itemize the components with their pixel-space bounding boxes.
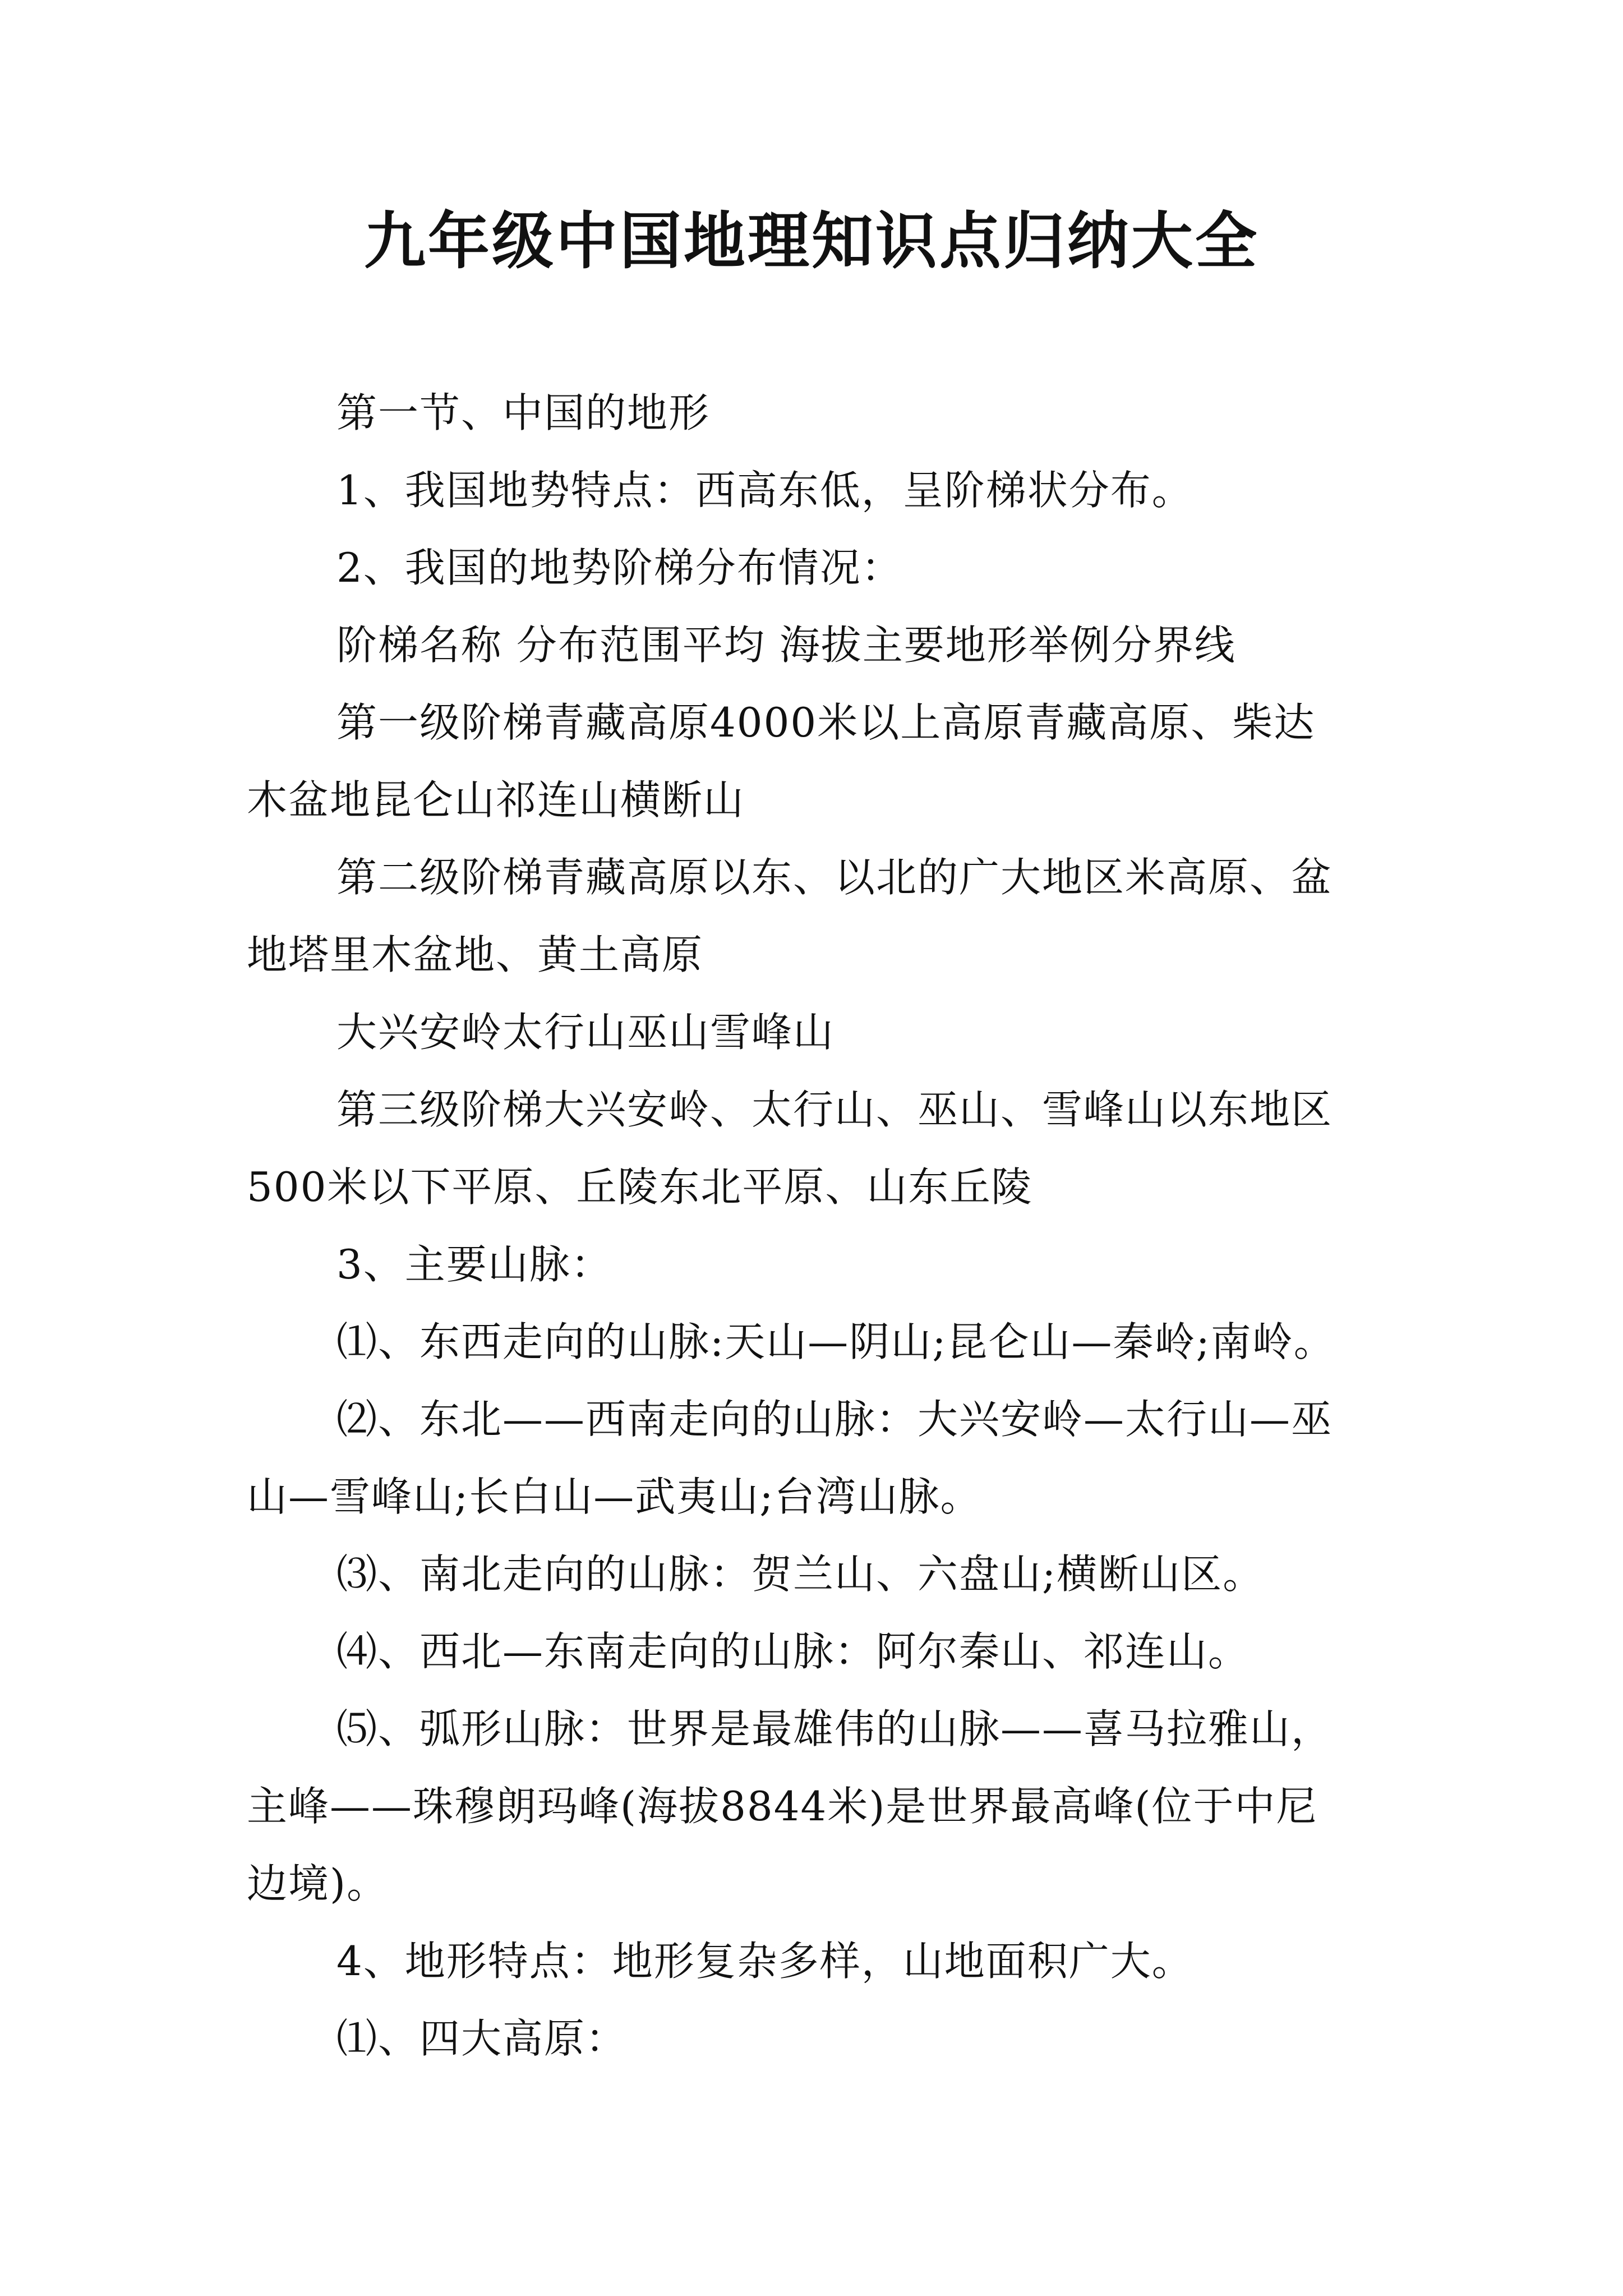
- paragraph-line: 大兴安岭太行山巫山雪峰山: [336, 1009, 835, 1056]
- document-title: 九年级中国地理知识点归纳大全: [364, 205, 1259, 277]
- paragraph-line: 3、主要山脉：: [336, 1241, 612, 1288]
- paragraph-line: 阶梯名称 分布范围平均 海拔主要地形举例分界线: [336, 622, 1236, 669]
- paragraph-line: ⑸、弧形山脉：世界是最雄伟的山脉——喜马拉雅山，: [336, 1705, 1333, 1752]
- paragraph-line: ⑴、四大高原：: [336, 2015, 628, 2062]
- paragraph-line: 4、地形特点：地形复杂多样，山地面积广大。: [336, 1938, 1193, 1985]
- paragraph-line: ⑴、东西走向的山脉:天山—阴山;昆仑山—秦岭;南岭。: [336, 1318, 1335, 1365]
- paragraph-line: 主峰——珠穆朗玛峰(海拔8844米)是世界最高峰(位于中尼: [247, 1783, 1318, 1830]
- section-heading: 第一节、中国的地形: [336, 389, 711, 436]
- paragraph-line: 地塔里木盆地、黄土高原: [247, 931, 704, 978]
- paragraph-line: ⑶、南北走向的山脉：贺兰山、六盘山;横断山区。: [336, 1550, 1265, 1598]
- paragraph-line: 第三级阶梯大兴安岭、太行山、巫山、雪峰山以东地区: [336, 1086, 1333, 1133]
- paragraph-line: 1、我国地势特点：西高东低，呈阶梯状分布。: [336, 467, 1193, 514]
- paragraph-line: 边境)。: [247, 1860, 389, 1907]
- paragraph-line: 500米以下平原、丘陵东北平原、山东丘陵: [247, 1163, 1033, 1211]
- paragraph-line: 2、我国的地势阶梯分布情况：: [336, 544, 903, 591]
- paragraph-line: 第二级阶梯青藏高原以东、以北的广大地区米高原、盆: [336, 854, 1333, 901]
- paragraph-line: 第一级阶梯青藏高原4000米以上高原青藏高原、柴达: [336, 699, 1316, 746]
- paragraph-line: ⑷、西北—东南走向的山脉：阿尔秦山、祁连山。: [336, 1628, 1250, 1675]
- paragraph-line: ⑵、东北——西南走向的山脉：大兴安岭—太行山—巫: [336, 1396, 1333, 1443]
- paragraph-line: 山—雪峰山;长白山—武夷山;台湾山脉。: [247, 1473, 982, 1520]
- paragraph-line: 木盆地昆仑山祁连山横断山: [247, 776, 745, 823]
